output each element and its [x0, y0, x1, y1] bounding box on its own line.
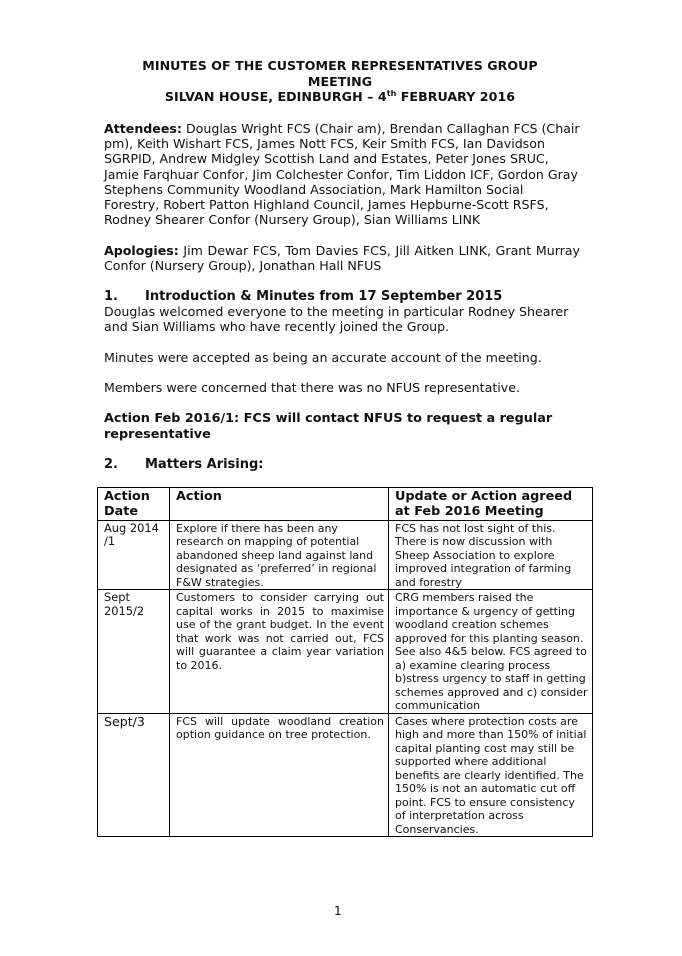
apologies-paragraph — [104, 243, 580, 273]
table-row — [98, 520, 593, 590]
cell-action: FCS will update woodland creation option guidance on tree protection. — [170, 713, 389, 837]
table-header-row — [98, 488, 593, 521]
apologies-label: Apologies: — [104, 243, 179, 258]
title-date-superscript: th — [386, 88, 397, 98]
section-1-number: 1. — [104, 289, 118, 304]
cell-action: Explore if there has been any research on mapping of potential abandoned sheep land against land designated as ‘preferred’ in regional F&W strategies. — [170, 520, 389, 590]
page-number: 1 — [334, 904, 342, 918]
section-1-paragraph-3: Members were concerned that there was no NFUS representative. — [104, 380, 520, 395]
title-line-2: MEETING — [307, 73, 373, 89]
table-row — [98, 713, 593, 837]
cell-update: Cases where protection costs are high and more than 150% of initial capital planting cost may still be supported where additional benefits are clearly identified. The 150% is not an automatic cut off point. FCS to ensure consistency of interpretation across Conservancies. — [389, 713, 593, 837]
section-1-paragraph-1: Douglas welcomed everyone to the meeting in particular Rodney Shearer and Sian Williams who have recently joined the Group. — [104, 304, 569, 335]
header-action: Action — [170, 488, 389, 521]
cell-date: Sept/3 — [98, 713, 170, 837]
table-row — [98, 590, 593, 714]
header-action-date: Action Date — [98, 488, 170, 521]
header-update: Update or Action agreed at Feb 2016 Meeting — [389, 488, 593, 521]
title-line-1: MINUTES OF THE CUSTOMER REPRESENTATIVES GROUP — [142, 58, 538, 73]
section-1-title: Introduction & Minutes from 17 September 2015 — [145, 289, 503, 304]
action-item-feb-2016-1: Action Feb 2016/1: FCS will contact NFUS to request a regular representative — [104, 411, 553, 442]
section-2-number: 2. — [104, 457, 118, 472]
section-1-heading — [104, 289, 502, 305]
apologies-list: Jim Dewar FCS, Tom Davies FCS, Jill Aitken LINK, Grant Murray Confor (Nursery Group), Jonathan Hall NFUS — [104, 243, 580, 274]
attendees-label: Attendees: — [104, 121, 182, 136]
document-title — [100, 58, 580, 105]
section-1-paragraph-2: Minutes were accepted as being an accurate account of the meeting. — [104, 350, 542, 365]
cell-update: FCS has not lost sight of this. There is now discussion with Sheep Association to explore improved integration of farming and forestry — [389, 520, 593, 590]
title-location: SILVAN HOUSE, EDINBURGH – 4 — [164, 89, 387, 104]
section-2-title: Matters Arising: — [145, 457, 264, 472]
attendees-paragraph — [104, 121, 580, 227]
matters-arising-table — [97, 487, 593, 837]
cell-date: Aug 2014 /1 — [98, 520, 170, 590]
cell-update: CRG members raised the importance & urgency of getting woodland creation schemes approved for this planting season. See also 4&5 below. FCS agreed to a) examine clearing process b)stress urgency to staff in getting schemes approved and c) consider communication — [389, 590, 593, 714]
cell-action: Customers to consider carrying out capital works in 2015 to maximise use of the grant budget. In the event that work was not carried out, FCS will guarantee a claim year variation to 2016. — [170, 590, 389, 714]
title-line-3 — [100, 89, 580, 105]
section-2-heading — [104, 457, 264, 473]
title-date: FEBRUARY 2016 — [396, 89, 516, 104]
attendees-list: Douglas Wright FCS (Chair am), Brendan Callaghan FCS (Chair pm), Keith Wishart FCS, James Nott FCS, Keir Smith FCS, Ian Davidson SGRPID, Andrew Midgley Scottish Land and Estates, Peter Jones SRUC, Jamie Farqhuar Confor, Jim Colchester Confor, Tim Liddon ICF, Gordon Gray Stephens Community Woodland Association, Mark Hamilton Social Forestry, Robert Patton Highland Council, James Hepburne-Scott RSFS, Rodney Shearer Confor (Nursery Group), Sian Williams LINK — [104, 121, 580, 228]
cell-date: Sept 2015/2 — [98, 590, 170, 714]
